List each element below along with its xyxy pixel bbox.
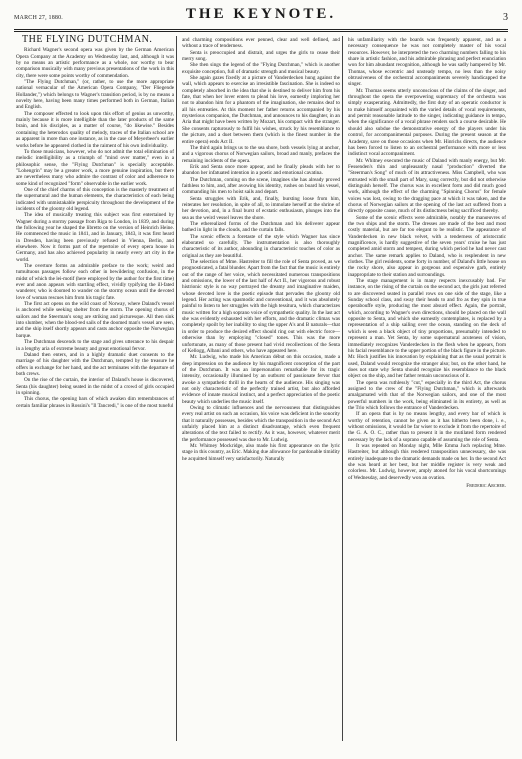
paragraph: Mr. Thomas seems utterly unconscious of the claims of the singer, and throughout the opera the overpowering supremacy of the orchestra was simply exasperating. Admittedly, the first duty of an operatic conductor is to make himself acquainted with the varied details of vocal requirements, and permit reasonable latitude to the singer, indicating guidance in tempo, when the significance of a vocal phrase renders such a course desirable. He should also subdue the demonstrative energy of the players under his control, for accompanimental purposes. During the present season at the Academy, save on those occasions when Mr. Hinrichs directs, the audience has been forced to listen to an orchestral performance with more or less indistinct vocal accompaniment.	[348, 87, 506, 158]
paragraph: This chorus, the opening bars of which awaken dim remembrances of certain familiar phrases in Rossini's "Il Tancredi," is one of the most tuneful	[16, 396, 174, 409]
paragraph: The opera was ruthlessly "cut," especially in the third Act, the chorus assigned to the crew of the "Flying Dutchman," which is afterwards amalgamated with that of the Norwegian sailors, and one of the most powerful numbers in the work, being eliminated in its entirety, as well as the Trio which follows the entrance of Vanderdecken.	[348, 379, 506, 411]
paragraph: Mr. Whitney Mockridge, also made his first appearance on the lyric stage in this country, as Eric. Making due allowance for pardonable timidity he acquitted himself very satisfactorily. Naturally	[182, 443, 340, 462]
page-header	[14, 6, 508, 30]
paragraph: Erik and Senta once more appear, and he finally pleads with her to abandon her infatuated intention in a poetic and emotional cavatina.	[182, 163, 340, 177]
paragraph: Senta struggles with Erik, and, finally, bursting loose from him, reiterates her resolution, in spite of all, to immolate herself at the shrine of her devotion, and, in a final burst of ecstatic enthusiasm, plunges into the sea as the weird vessel leaves the shore.	[182, 195, 340, 221]
column-divider	[342, 36, 343, 741]
article-column-2	[182, 37, 340, 462]
paragraph: On the rise of the curtain, the interior of Daland's house is discovered, Senta (his daughter) being seated in the midst of a crowd of girls occupied in spinning.	[16, 377, 174, 396]
paragraph: Owing to climatic influences and the nervousness that distinguishes every real artist on such an occasion, his voice was deficient in the sonority that it naturally possesses, besides which the transposition in the second Act unfairly placed him at a distinct disadvantage, which even frequent alterations of the text failed to rectify. As it was, however, whatever merit the performance possessed was due to Mr. Ludwig.	[182, 404, 340, 443]
column-divider	[176, 36, 177, 741]
article-column-1	[16, 34, 174, 409]
paragraph: The idea of musically treating this subject was first entertained by Wagner during a stormy passage from Riga to London, in 1839, and during the following year he shaped the libretto on the version of Heinrich Heine. He commenced the music in 1841, and in January, 1843, it was first heard in Dresden, having been previously refused in Vienna, Berlin, and elsewhere. Now it forms part of the repertoire of every opera house in Germany, and has also achieved popularity in nearly every art city in the world.	[16, 212, 174, 263]
paragraph: One of the chief charms of this conception is the masterly treatment of the supernatural and the human elements, the characteristics of each being indicated with unmistakable perspicuity throughout the development of the incidents of the gloomy old legend.	[16, 186, 174, 212]
paragraph: If an opera that is by no means lengthy, and every bar of which is worthy of retention, cannot be given as it has hitherto been done, i. e., without omissions, it would be far wiser to exclude it from the repertoire of the G. A. O. C., rather than to present it in the mutilated form rendered necessary by the lack of a soprano capable of assuming the role of Senta.	[348, 411, 506, 443]
article-column-3	[348, 37, 506, 489]
header-rule	[14, 29, 508, 30]
paragraph: The Dutchman descends to the stage and gives utterance to his despair in a lengthy aria of extreme beauty and great emotional fervor.	[16, 339, 174, 352]
paragraph: She then sings the legend of the "Flying Dutchman," which is another exquisite conception, full of dramatic strength and musical beauty.	[182, 62, 340, 75]
paragraph: "The Flying Dutchman," (or, rather, to use the more appropriate national vernacular of the American Opera Company, "Der Fliegende Hollander,") which belongs to Wagner's transition period, is by no means a novelty here, having been many times performed both in German, Italian and English.	[16, 79, 174, 111]
author-signature: Frederic Archer.	[466, 483, 506, 490]
paragraph: The overture forms an admirable preface to the work; weird and tumultuous passages follow each other in bewildering confusion, in the midst of which the lei-motif (here employed by the author for the first time) ever and anon appears with startling effect, vividly typifying the ill-fated wanderer, who is doomed to wander on the stormy ocean until the devoted love of woman rescues him from his tragic fate.	[16, 263, 174, 301]
paragraph: Mr. Ludwig, who made his American début on this occasion, made a deep impression on the audience by his magnificent conception of the part of the Dutchman. It was an impersonation remarkable for its tragic intensity, occasionally illumined by an outburst of passionate fervor that awoke a sympathetic thrill in the hearts of the audience. His singing was not only characteristic of the perfectly trained artist, but also afforded evidence of innate musical instinct, and a perfect appreciation of the poetic beauty which underlies the music itself.	[182, 354, 340, 405]
paragraph: The scenic effects a foretaste of the style which Wagner has since elaborated so carefully. The instrumentation is also thoroughly characteristic of its author, abounding in characteristic touches of color as original as they are beautiful.	[182, 233, 340, 259]
paragraph: The selection of Mme. Hastreiter to fill the role of Senta proved, as we prognosticated, a fatal blunder. Apart from the fact that the music is entirely out of the range of her voice, which necessitated numerous transpositions and omissions, the lower of the last half of Act II., her vigorous and robust histrionic style is no way portrayed the dreamy and imaginative maiden, whose devoted love is the poetic episode that pervades the gloomy old legend. Her acting was spasmodic and conventional, and it was absolutely painful to listen to her struggles with the high tessitura, which characterizes music written for a high soprano voice of sympathetic quality. In the last act she was evidently exhausted with her efforts, and the dramatic climax was completely spoilt by her inability to sing the upper A's and B naturals—that in order to produce the desired effect should ring out with electric force—otherwise than by employing "closed" tones. This was the more unfortunate, as many of those present had vivid recollections of the Senta of Kellogg, Albani and others, who have appeared here.	[182, 259, 340, 354]
paragraph: To those musicians, however, who do not admit the total elimination of melodic intelligibility as a triumph of "mind over matter," even in a philosophic sense, the "Flying Dutchman" is specially acceptable. "Lohengrin" may be a greater work, a more genuine inspiration, but there are nevertheless many who admire the contrast of color and adherence to some kind of recognized "form" observable in the earlier work.	[16, 148, 174, 187]
paragraph: Richard Wagner's second opera was given by the German American Opera Company at the Academy on Wednesday last, and, although it was by no means an artistic performance as a whole, nor worthy to bear comparison musically with many previous presentations of the work in this city, there were some points worthy of commendation.	[16, 47, 174, 79]
paragraph: Senta is preoccupied and distrait, and urges the girls to cease their merry song.	[182, 49, 340, 63]
article-title: THE FLYING DUTCHMAN.	[22, 34, 153, 45]
issue-date: MARCH 27, 1880.	[14, 15, 64, 21]
paragraph: The etherealized forms of the Dutchman and his deliverer appear bathed in light in the clouds, and the curtain falls.	[182, 220, 340, 234]
paragraph: The Dutchman, coming on the scene, imagines she has already proved faithless to him, and, after avowing his identity, rushes on board his vessel, commanding his men to hoist sails and depart.	[182, 176, 340, 196]
paragraph: The first act opens on the wild coast of Norway, where Daland's vessel is anchored while seeking shelter from the storm. The opening chorus of sailors and the Steerman's song are striking and picturesque. All then sink into slumber, when the blood-red sails of the doomed man's vessel are seen, and the ship itself shortly appears and casts anchor opposite the Norwegian barque.	[16, 301, 174, 339]
masthead: THE KEYNOTE.	[185, 6, 337, 22]
paragraph: and charming compositions ever penned, clear and well defined, and without a trace of tenderness.	[182, 37, 340, 50]
paragraph: his unfamiliarity with the boards was frequently apparent, and as a necessary consequence he was not completely master of his vocal resources. However, he interpreted the two charming numbers falling to his share in artistic fashion, and his admirable phrasing and perfect enunciation won for him abundant recognition, although he was sadly hampered by Mr. Thomas, whose eccentric and unsteady tempo, no less than the noisy obtrusiveness of the orchestral accompaniments severely handicapped the singer.	[348, 37, 506, 88]
header-rule-thin	[14, 31, 508, 32]
paragraph: Some of the scenic effects were admirable, notably the manœuvres of the two ships and the storm. The dresses are made of the best and most costly material, but are far too elegant to be realistic. The appearance of Vanderdecken in new black velvet, with a tenderness of aristocratic magnificence, is hardly suggestive of the seven years' cruise he has just completed amid storm and tempest, during which period he had never cast anchor. The same remark applies to Daland, who is resplendent in new clothes. The girl residents, some forty in number, of Daland's little house on the rocky shore, also appear in gorgeous and expensive garb, entirely inappropriate to their station and surroundings.	[348, 214, 506, 278]
paragraph: It was repeated on Monday night, Mlle Emma Juch replacing Mme. Hastreiter, but although this rendered transposition unnecessary, she was entirely inadequate to the dramatic demands made on her. In the second Act she was heard at her best, but her middle register is very weak and colorless. Mr. Ludwig, however, amply atoned for his vocal shortcomings of Wednesday, and deservedly won an ovation.	[348, 443, 506, 481]
paragraph: She again gazes fixedly at a picture of Vanderdecken hung against the wall, which appears to exercise an irresistible fascination. She is indeed so completely absorbed in the idea that she is destined to deliver him from his fate, that when her lover enters to plead his love, earnestly imploring her not to abandon him for a phantom of the imagination, she remains deaf to all his entreaties. At this moment her father returns accompanied by his mysterious companion, the Dutchman, and announces to his daughter, in an Aria that might have been written by Mozart, his compact with the stranger. She consents rapturously to fulfil his wishes, struck by his resemblance to the picture, and a duet between them (which is the finest number in the entire opera) ends Act II.	[182, 75, 340, 145]
paragraph: The stage management is in many respects inexcusably bad. For instance, on the rising of the curtain on the second act, the girls just referred to are discovered seated in parallel rows on one side of the stage, like a Sunday school class, and sway their heads to and fro as they spin in true operabouffe style, producing the most absurd effect. Again, the portrait, which, according to Wagner's own directions, should be placed on the wall opposite to Senta, and which she earnestly contemplates, is replaced by a representation of a ship sailing over the ocean, standing on the deck of which is seen a black object of tiny proportions, presumably intended to represent a man. Yet Senta, by some supernatural acuteness of vision, immediately recognizes Vanderdecken in the flesh when he appears, from his facial resemblance to the upper portion of the black figure in the picture. Mr. Hoch justifies his innovation by explaining that as the usual portrait is used, Daland would recognize the stranger also; but, on the other hand, he does not state why Senta should recognize his resemblance to the black object on the ship, and her father remain unconscious of it.	[348, 278, 506, 380]
paragraph: Daland then enters, and in a highly dramatic duet consents to the marriage of his daughter with the Dutchman, tempted by the treasure he offers in exchange for her hand, and the act terminates with the departure of both crews.	[16, 351, 174, 377]
paragraph: Mr. Whitney executed the music of Daland with manly energy, but Mr. Fessenden's thin and unpleasantly nasal "production" diverted the "Steerman's Song" of much of its attractiveness. Miss Campbell, who was entrusted with the small part of Mary, sang correctly, but did not otherwise distinguish herself. The chorus was in excellent form and did much good work, although the effect of the charming "Spinning Chorus" for female voices was lost, owing to the dragging pace at which it was taken, and the chorus of Norwegian sailors at the opening of the last act suffered from a directly opposite cause, much of its distinctness being sacrificed thereby.	[348, 157, 506, 215]
paragraph: The third again brings us to the sea shore, both vessels lying at anchor, and a vigorous chorus of Norwegian sailors, broad and manly, prefaces the remaining incidents of the opera.	[182, 144, 340, 164]
page-number: 3	[503, 12, 508, 23]
paragraph: The composer effected to look upon this effort of genius as unworthy, mainly because it is more intelligible than the later products of the same brain, and his disciples, as a matter of course, "do likewise." Besides containing the heterodox quality of melody, traces of the Italian school are as apparent in more than one instance, as in the case of Meyerbeer's earlier works before he appeared clothed in the raiment of his own individuality.	[16, 110, 174, 149]
